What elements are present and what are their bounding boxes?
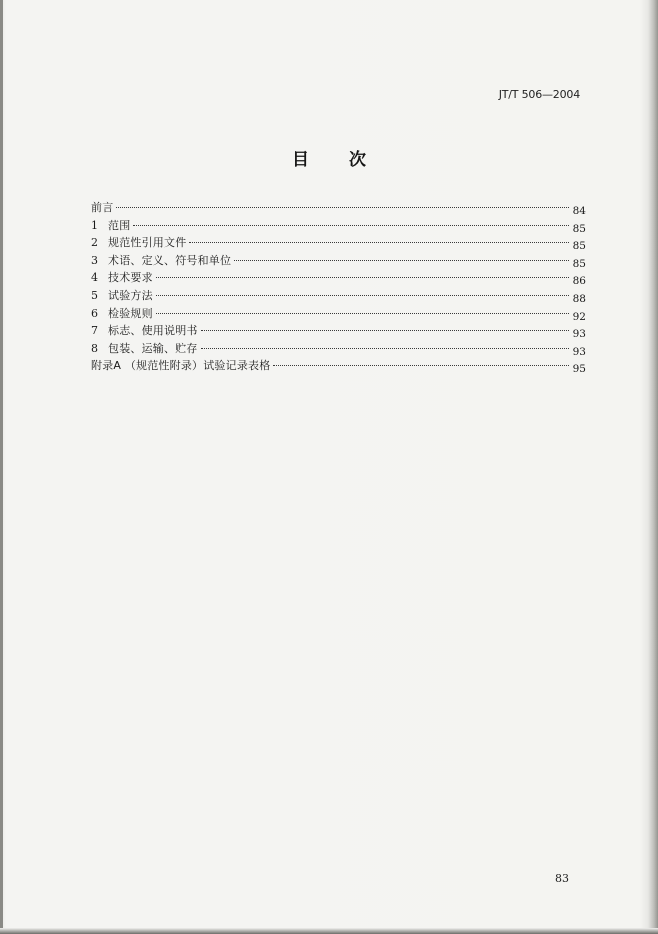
toc-entry-number: 8 xyxy=(91,341,98,355)
toc-leader-dots xyxy=(234,260,569,261)
page-number: 83 xyxy=(555,872,569,885)
toc-entry-foreword[interactable] xyxy=(91,199,586,217)
page-right-shadow xyxy=(648,0,658,934)
toc-leader-dots xyxy=(156,313,569,314)
toc-entry-label: 标志、使用说明书 xyxy=(108,324,198,338)
toc-title: 目次 xyxy=(292,150,406,170)
toc-entry-page: 95 xyxy=(572,363,586,376)
toc-leader-dots xyxy=(273,365,569,366)
toc-entry-test-methods[interactable] xyxy=(91,287,586,305)
toc-entry-number: 6 xyxy=(91,306,98,320)
toc-entry-label: 规范性引用文件 xyxy=(108,236,187,250)
toc-leader-dots xyxy=(189,242,569,243)
toc-entry-annex-a[interactable] xyxy=(91,357,586,375)
toc-entry-page: 92 xyxy=(572,310,586,323)
toc-entry-page: 84 xyxy=(572,205,586,217)
toc-entry-label: 试验方法 xyxy=(108,288,153,302)
toc-leader-dots xyxy=(201,330,569,331)
toc-entry-number: 7 xyxy=(91,324,98,338)
toc-entry-label: 包装、运输、贮存 xyxy=(108,341,198,355)
toc-entry-number: 5 xyxy=(91,288,98,302)
toc-entry-page: 93 xyxy=(572,345,586,358)
toc-leader-dots xyxy=(133,225,569,226)
toc-leader-dots xyxy=(156,295,569,296)
toc-entry-technical-requirements[interactable] xyxy=(91,269,586,287)
toc-entry-number: 1 xyxy=(91,218,98,232)
toc-entry-page: 85 xyxy=(572,257,586,270)
toc-entry-page: 85 xyxy=(572,240,586,253)
toc-leader-dots xyxy=(156,277,569,278)
toc-entry-label: 附录A （规范性附录）试验记录表格 xyxy=(91,359,271,373)
toc-entry-label: 检验规则 xyxy=(108,306,153,320)
toc-entry-label: 技术要求 xyxy=(108,271,153,285)
toc-entry-scope[interactable] xyxy=(91,217,586,235)
toc-entry-marking-manual[interactable] xyxy=(91,322,586,340)
toc-entry-number: 3 xyxy=(91,253,98,267)
toc-entry-inspection-rules[interactable] xyxy=(91,305,586,323)
toc-entry-page: 88 xyxy=(572,292,586,305)
toc-entry-normative-references[interactable] xyxy=(91,234,586,252)
toc-entry-terms-definitions[interactable] xyxy=(91,252,586,270)
toc-leader-dots xyxy=(116,207,569,208)
toc-entry-label: 前言 xyxy=(91,201,114,214)
toc-entry-page: 85 xyxy=(572,222,586,235)
toc-leader-dots xyxy=(201,348,569,349)
toc-entry-label: 范围 xyxy=(108,218,131,232)
toc-entry-page: 93 xyxy=(572,328,586,341)
page-binding-edge xyxy=(0,0,3,934)
page-bottom-edge xyxy=(0,928,658,934)
table-of-contents xyxy=(91,199,586,375)
toc-entry-page: 86 xyxy=(572,275,586,288)
toc-entry-packaging-transport[interactable] xyxy=(91,340,586,358)
toc-entry-number: 2 xyxy=(91,236,98,250)
toc-entry-label: 术语、定义、符号和单位 xyxy=(108,253,232,267)
toc-entry-number: 4 xyxy=(91,271,98,285)
standard-number: JT/T 506—2004 xyxy=(498,88,580,101)
